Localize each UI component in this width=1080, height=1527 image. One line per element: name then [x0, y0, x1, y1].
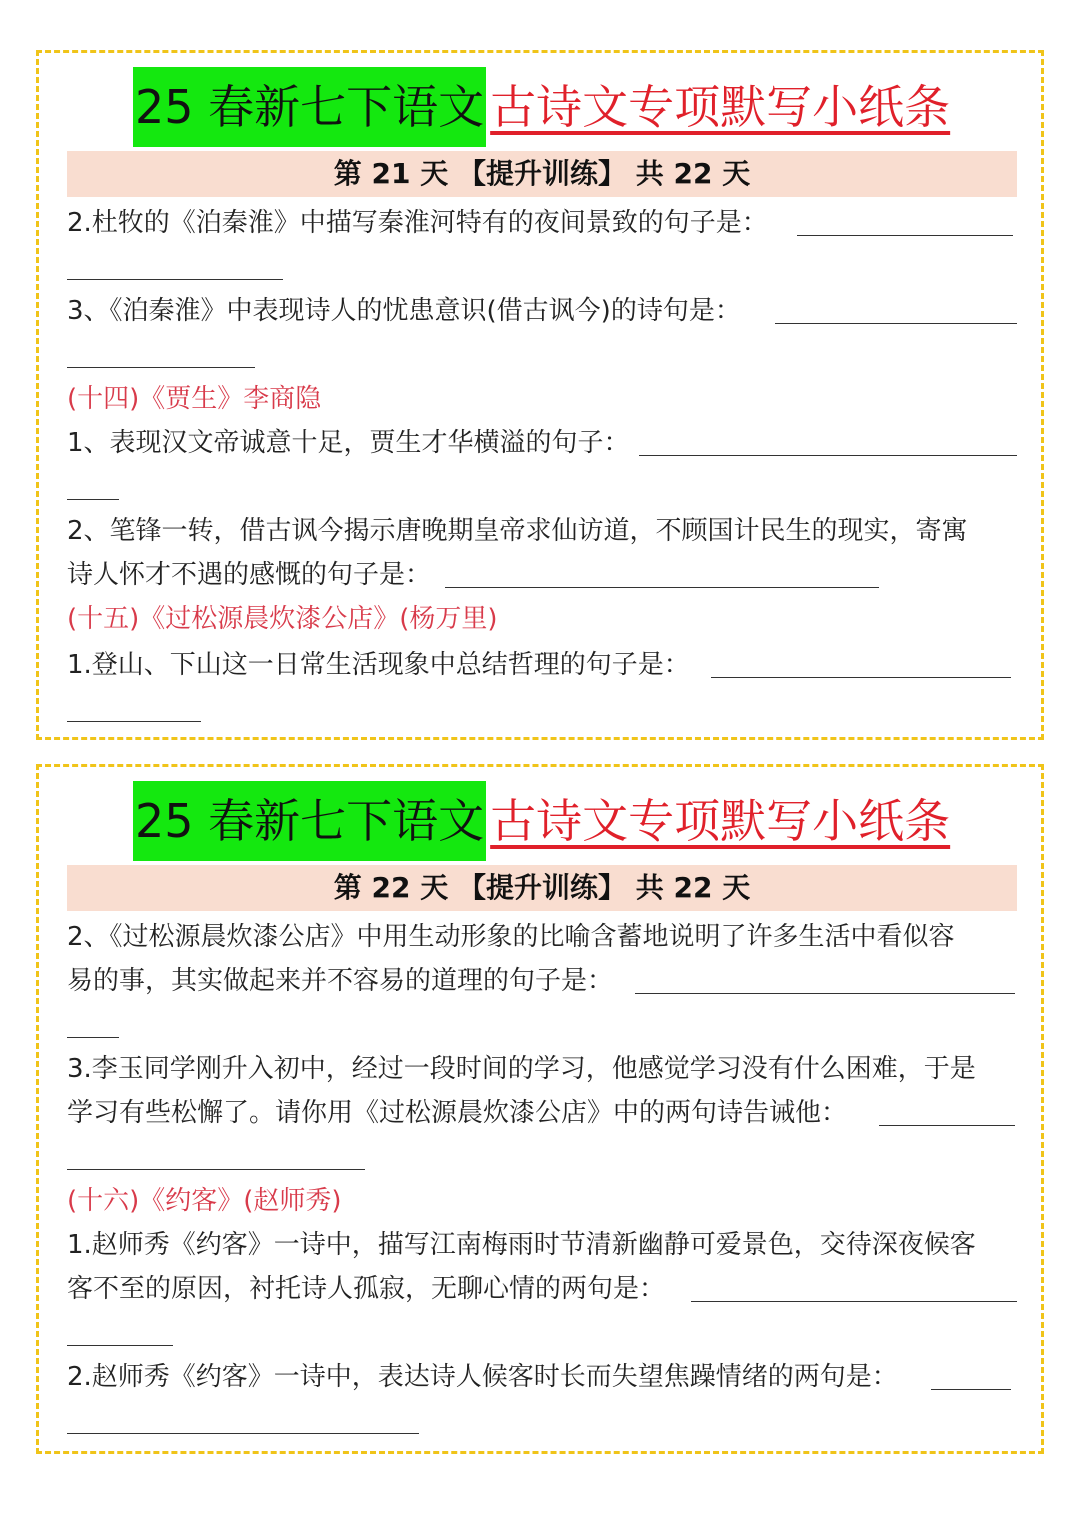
question-text: 2、《过松源晨炊漆公店》中用生动形象的比喻含蓄地说明了许多生活中看似容	[67, 922, 955, 952]
note-card-day-22	[36, 764, 1044, 1454]
answer-blank[interactable]	[67, 367, 255, 368]
day-banner: 第 22 天 【提升训练】 共 22 天	[67, 865, 1017, 911]
question-text: 学习有些松懈了。请你用《过松源晨炊漆公店》中的两句诗告诫他：	[67, 1098, 848, 1128]
answer-blank[interactable]	[711, 677, 1011, 678]
note-card-day-21	[36, 50, 1044, 740]
question-text: 1、表现汉文帝诚意十足，贾生才华横溢的句子：	[67, 428, 630, 458]
answer-blank[interactable]	[67, 1037, 119, 1038]
answer-blank[interactable]	[445, 587, 879, 588]
card-title	[133, 67, 954, 147]
answer-blank[interactable]	[67, 1169, 365, 1170]
question-text: 2、笔锋一转，借古讽今揭示唐晚期皇帝求仙访道，不顾国计民生的现实，寄寓	[67, 516, 968, 546]
question-text: 诗人怀才不遇的感慨的句子是：	[67, 560, 432, 590]
answer-blank[interactable]	[67, 721, 201, 722]
answer-blank[interactable]	[67, 279, 283, 280]
answer-blank[interactable]	[67, 1433, 419, 1434]
section-heading: (十五)《过松源晨炊漆公店》(杨万里)	[67, 604, 498, 634]
answer-blank[interactable]	[879, 1125, 1015, 1126]
answer-blank[interactable]	[691, 1301, 1017, 1302]
answer-blank[interactable]	[639, 455, 1017, 456]
question-text: 1.登山、下山这一日常生活现象中总结哲理的句子是：	[67, 650, 690, 680]
question-text: 2.赵师秀《约客》一诗中，表达诗人候客时长而失望焦躁情绪的两句是：	[67, 1362, 898, 1392]
question-text: 客不至的原因，衬托诗人孤寂，无聊心情的两句是：	[67, 1274, 666, 1304]
answer-blank[interactable]	[797, 235, 1013, 236]
question-text: 易的事，其实做起来并不容易的道理的句子是：	[67, 966, 614, 996]
answer-blank[interactable]	[635, 993, 1015, 994]
title-red-part: 古诗文专项默写小纸条	[490, 80, 951, 134]
day-banner: 第 21 天 【提升训练】 共 22 天	[67, 151, 1017, 197]
question-text: 3、《泊秦淮》中表现诗人的忧患意识(借古讽今)的诗句是：	[67, 296, 741, 326]
question-text: 2.杜牧的《泊秦淮》中描写秦淮河特有的夜间景致的句子是：	[67, 208, 768, 238]
title-green-part: 25 春新七下语文	[133, 781, 486, 861]
answer-blank[interactable]	[67, 499, 119, 500]
section-heading: (十六)《约客》(赵师秀)	[67, 1186, 342, 1216]
section-heading: (十四)《贾生》李商隐	[67, 384, 322, 414]
question-text: 1.赵师秀《约客》一诗中，描写江南梅雨时节清新幽静可爱景色，交待深夜候客	[67, 1230, 976, 1260]
title-red-part: 古诗文专项默写小纸条	[490, 794, 951, 848]
title-green-part: 25 春新七下语文	[133, 67, 486, 147]
card-title	[133, 781, 954, 861]
answer-blank[interactable]	[775, 323, 1017, 324]
answer-blank[interactable]	[931, 1389, 1011, 1390]
answer-blank[interactable]	[67, 1345, 173, 1346]
question-text: 3.李玉同学刚升入初中，经过一段时间的学习，他感觉学习没有什么困难，于是	[67, 1054, 976, 1084]
